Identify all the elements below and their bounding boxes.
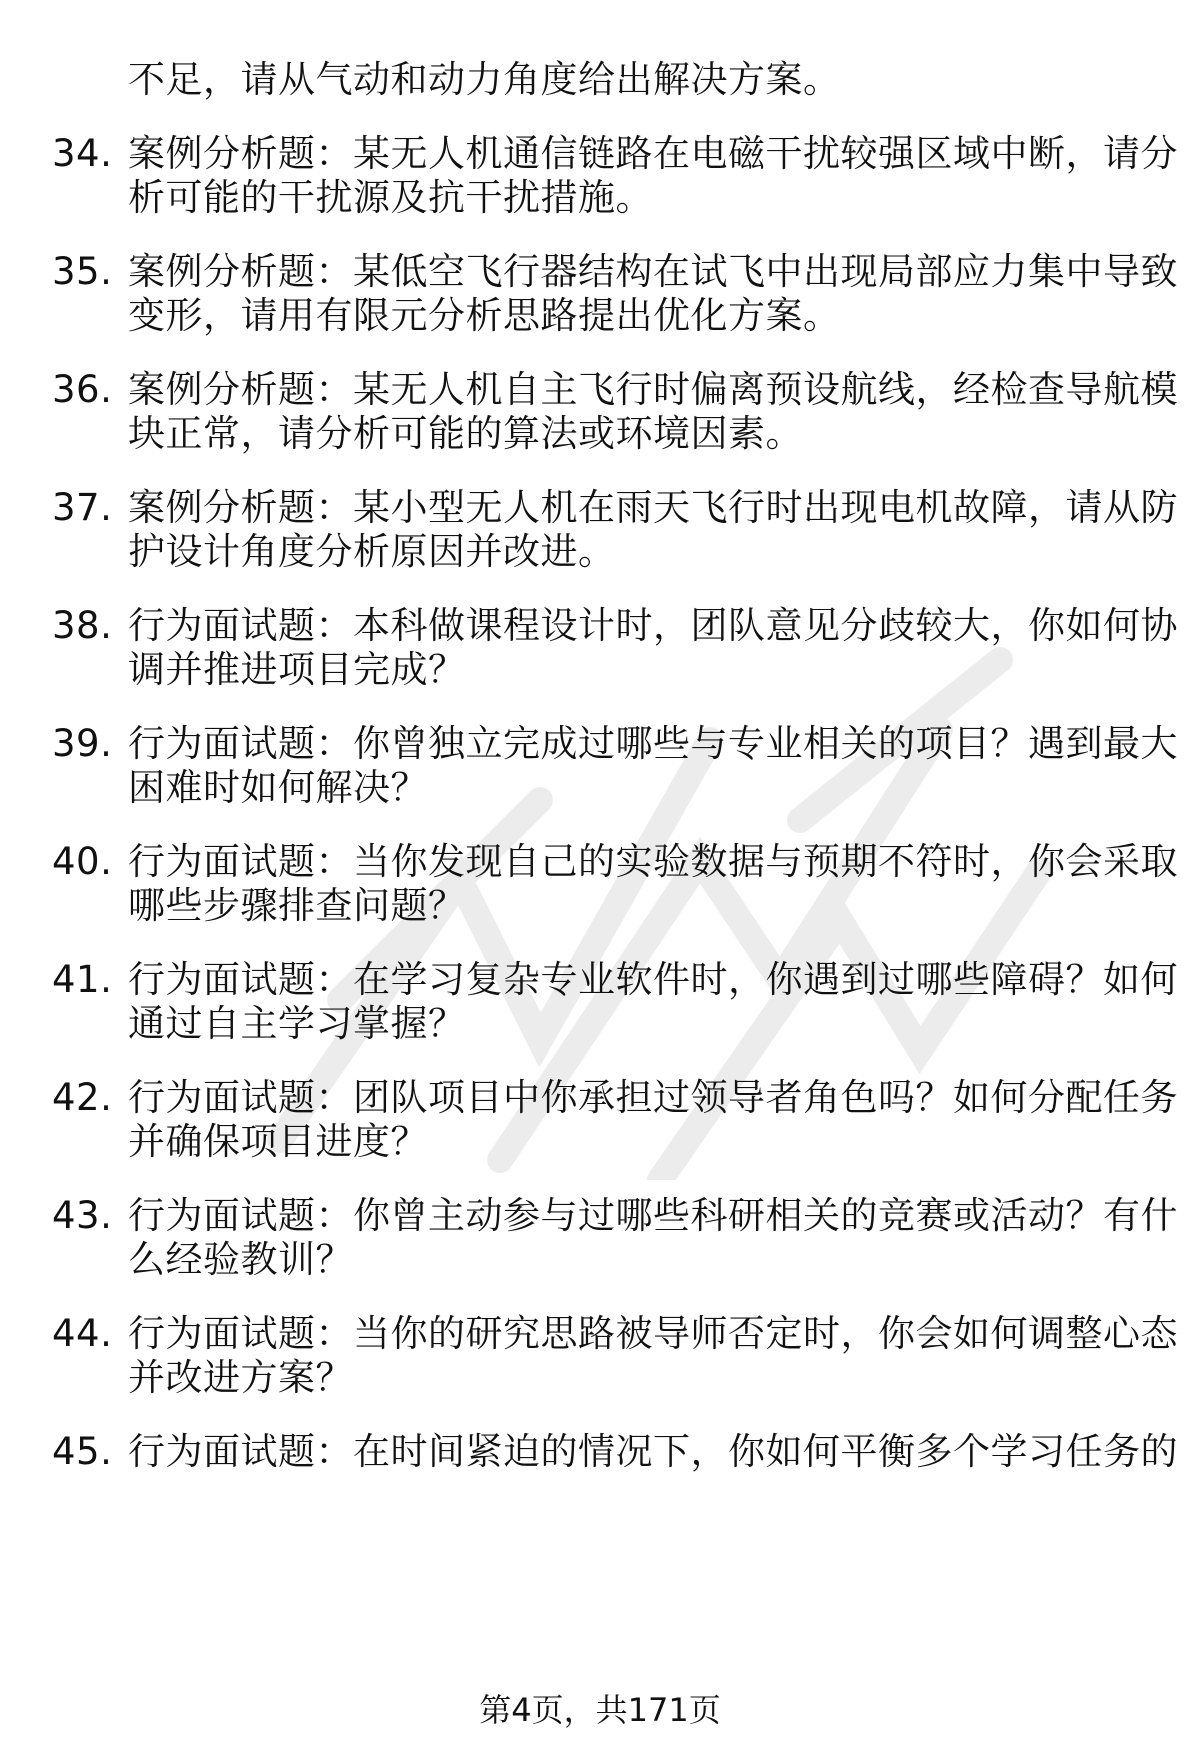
question-number: 42. (52, 1076, 113, 1119)
question-text-line2: 块正常，请分析可能的算法或环境因素。 (128, 412, 803, 455)
question-text-line1: 案例分析题：某低空飞行器结构在试飞中出现局部应力集中导致 (128, 250, 1178, 293)
question-number: 37. (52, 486, 113, 529)
question-text-line2: 哪些步骤排查问题？ (128, 884, 466, 927)
question-number: 40. (52, 840, 113, 883)
question-text-line1: 行为面试题：你曾主动参与过哪些科研相关的竞赛或活动？有什 (128, 1194, 1178, 1237)
question-text-line1: 案例分析题：某小型无人机在雨天飞行时出现电机故障，请从防 (128, 486, 1178, 529)
question-text-line2: 调并推进项目完成？ (128, 648, 466, 691)
question-number: 36. (52, 368, 113, 411)
question-text-line1: 行为面试题：本科做课程设计时，团队意见分歧较大，你如何协 (128, 604, 1178, 647)
question-text-line2: 困难时如何解决？ (128, 766, 428, 809)
question-text-line1: 行为面试题：当你的研究思路被导师否定时，你会如何调整心态 (128, 1312, 1178, 1355)
question-text-line2: 析可能的干扰源及抗干扰措施。 (128, 176, 653, 219)
question-text-line1: 行为面试题：团队项目中你承担过领导者角色吗？如何分配任务 (128, 1076, 1178, 1119)
question-text-line1: 行为面试题：在时间紧迫的情况下，你如何平衡多个学习任务的 (128, 1430, 1178, 1473)
question-text-line2: 护设计角度分析原因并改进。 (128, 530, 616, 573)
question-text-line2: 变形，请用有限元分析思路提出优化方案。 (128, 294, 841, 337)
question-number: 35. (52, 250, 113, 293)
question-text-line1: 行为面试题：你曾独立完成过哪些与专业相关的项目？遇到最大 (128, 722, 1178, 765)
question-number: 34. (52, 132, 113, 175)
question-text-line1: 案例分析题：某无人机自主飞行时偏离预设航线，经检查导航模 (128, 368, 1178, 411)
question-text-line2: 并确保项目进度？ (128, 1120, 428, 1163)
question-text-line1: 案例分析题：某无人机通信链路在电磁干扰较强区域中断，请分 (128, 132, 1178, 175)
question-text-line1: 行为面试题：在学习复杂专业软件时，你遇到过哪些障碍？如何 (128, 958, 1178, 1001)
question-number: 44. (52, 1312, 113, 1355)
question-text-line2: 么经验教训？ (128, 1238, 353, 1281)
question-number: 41. (52, 958, 113, 1001)
question-text-line1: 行为面试题：当你发现自己的实验数据与预期不符时，你会采取 (128, 840, 1178, 883)
question-text-line2: 通过自主学习掌握？ (128, 1002, 466, 1045)
question-text-line2: 并改进方案？ (128, 1356, 353, 1399)
page-footer: 第4页，共171页 (479, 1691, 721, 1729)
continuation-text: 不足，请从气动和动力角度给出解决方案。 (128, 58, 841, 101)
question-number: 45. (52, 1430, 113, 1473)
question-number: 39. (52, 722, 113, 765)
question-number: 43. (52, 1194, 113, 1237)
question-number: 38. (52, 604, 113, 647)
